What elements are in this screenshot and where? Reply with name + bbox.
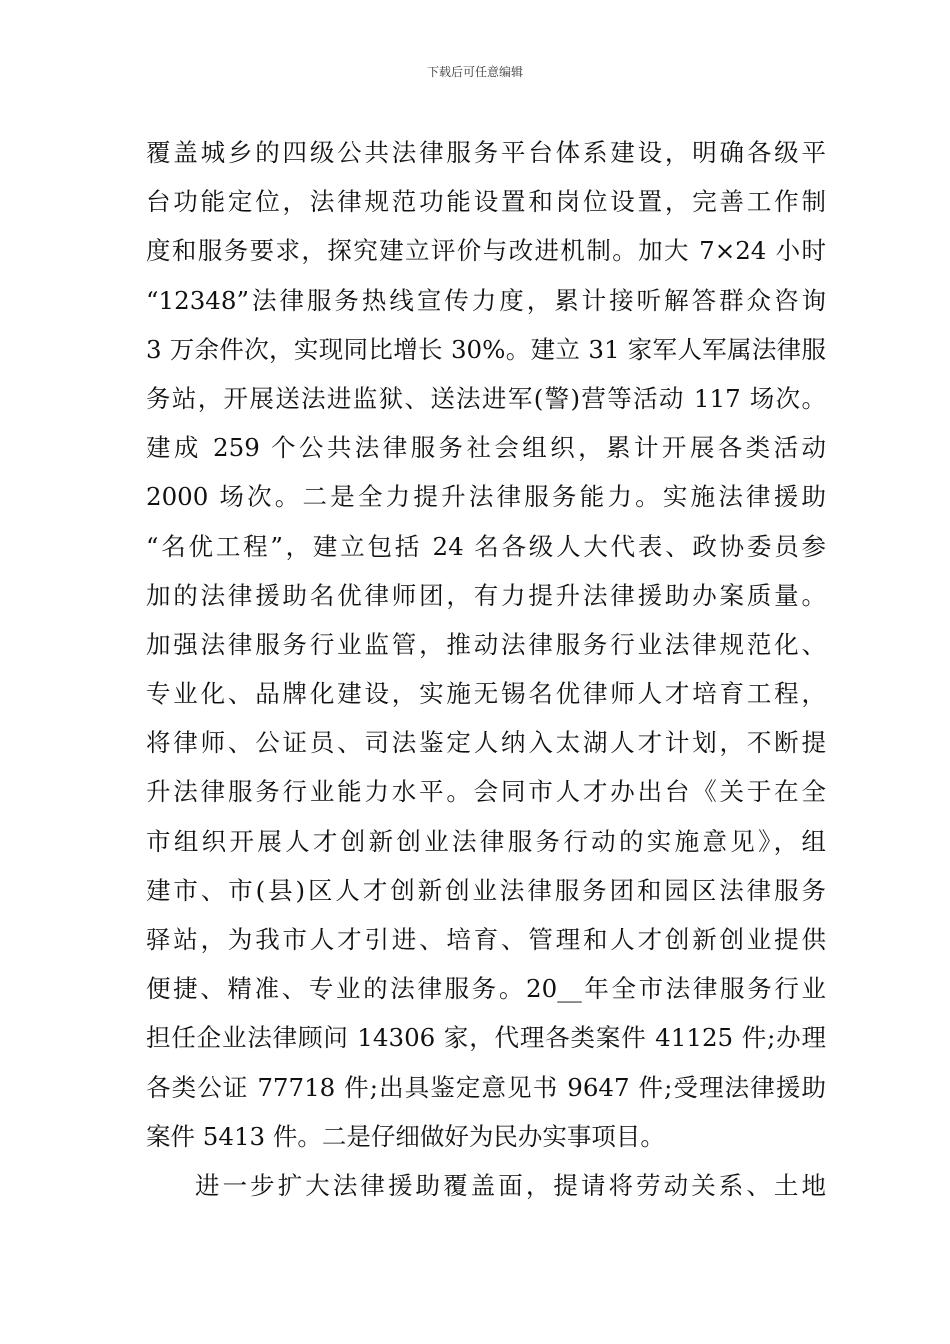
document-body xyxy=(146,128,826,1210)
text-line: “12348”法律服务热线宣传力度，累计接听解答群众咨询 xyxy=(146,285,826,315)
text-line: 度和服务要求，探究建立评价与改进机制。加大 7×24 小时 xyxy=(146,236,826,266)
text-line: 2000 场次。二是全力提升法律服务能力。实施法律援助 xyxy=(146,482,826,512)
text-line: 建成 259 个公共法律服务社会组织，累计开展各类活动 xyxy=(146,433,826,463)
text-line: 覆盖城乡的四级公共法律服务平台体系建设，明确各级平 xyxy=(146,138,826,167)
text-line: 将律师、公证员、司法鉴定人纳入太湖人才计划，不断提 xyxy=(146,728,826,758)
text-line: 升法律服务行业能力水平。会同市人才办出台《关于在全 xyxy=(146,777,826,807)
text-line: 各类公证 77718 件;出具鉴定意见书 9647 件;受理法律援助 xyxy=(146,1072,826,1102)
text-line: 加强法律服务行业监管，推动法律服务行业法律规范化、 xyxy=(146,629,826,659)
text-line: 台功能定位，法律规范功能设置和岗位设置，完善工作制 xyxy=(146,187,826,217)
text-line: 建市、市(县)区人才创新创业法律服务团和园区法律服务 xyxy=(146,875,826,905)
text-line: 专业化、品牌化建设，实施无锡名优律师人才培育工程， xyxy=(146,679,826,709)
text-line: 案件 5413 件。二是仔细做好为民办实事项目。 xyxy=(146,1121,665,1151)
text-line: 3 万余件次，实现同比增长 30%。建立 31 家军人军属法律服 xyxy=(146,334,826,364)
page-header: 下载后可任意编辑 xyxy=(426,65,523,79)
text-line: 驿站，为我市人才引进、培育、管理和人才创新创业提供 xyxy=(146,925,826,954)
text-line: “名优工程”，建立包括 24 名各级人大代表、政协委员参 xyxy=(146,531,826,561)
text-line: 务站，开展送法进监狱、送法进军(警)营等活动 117 场次。 xyxy=(146,383,826,413)
text-line: 便捷、精准、专业的法律服务。20__年全市法律服务行业 xyxy=(146,974,826,1004)
text-line: 加的法律援助名优律师团，有力提升法律援助办案质量。 xyxy=(146,580,826,610)
text-line: 市组织开展人才创新创业法律服务行动的实施意见》，组 xyxy=(146,826,826,856)
paragraph-first-line: 进一步扩大法律援助覆盖面，提请将劳动关系、土地 xyxy=(195,1170,826,1200)
text-line: 担任企业法律顾问 14306 家，代理各类案件 41125 件;办理 xyxy=(146,1023,826,1053)
